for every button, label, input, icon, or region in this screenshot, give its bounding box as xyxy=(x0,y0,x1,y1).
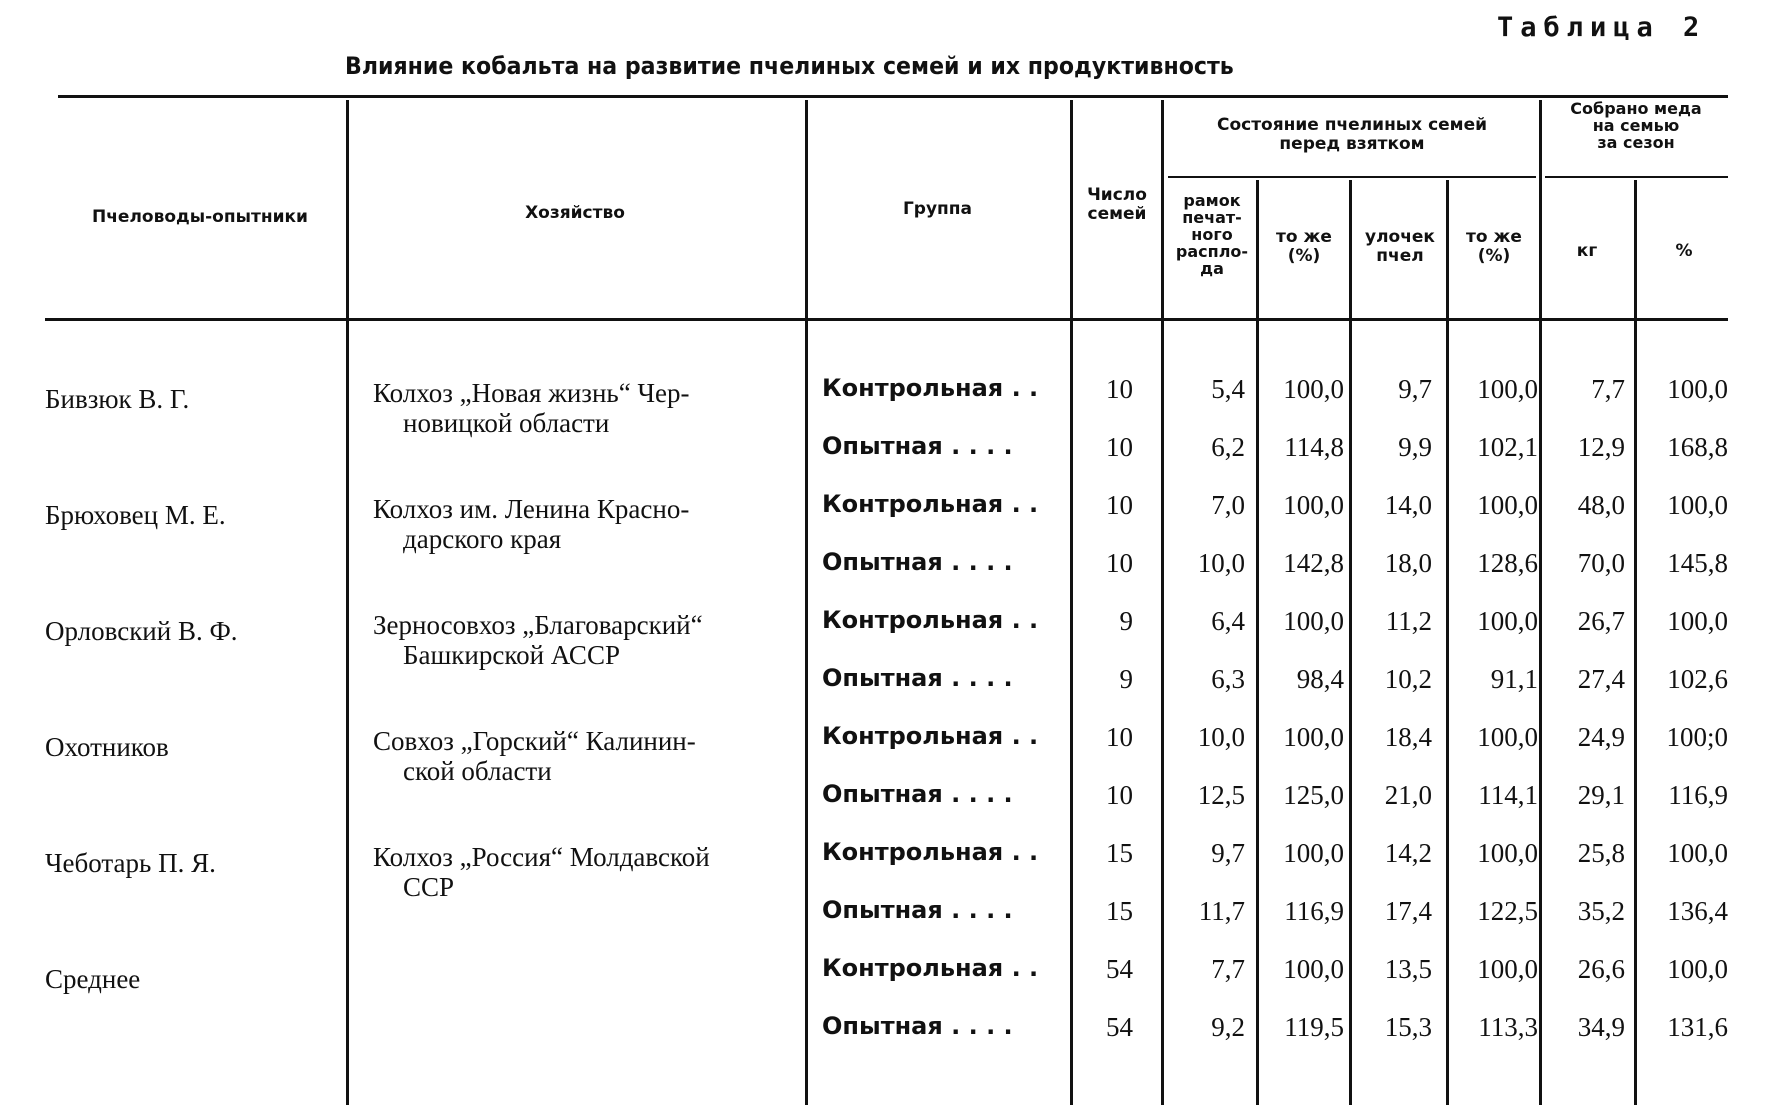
streets-pct-cell: 100,0 xyxy=(1477,490,1538,520)
group-cell: Контрольная . . xyxy=(822,490,1039,518)
header-streets-pct: то же (%) xyxy=(1466,227,1522,266)
honey-subheader-rule xyxy=(1545,176,1728,178)
header-state: Состояние пчелиных семей перед взятком xyxy=(1216,115,1488,154)
streets-pct-cell: 122,5 xyxy=(1477,896,1538,926)
frames-pct-cell: 114,8 xyxy=(1284,432,1344,462)
kg-cell: 34,9 xyxy=(1577,1012,1625,1042)
streets-cell: 21,0 xyxy=(1384,780,1432,810)
streets-pct-cell: 128,6 xyxy=(1477,548,1538,578)
table-title: Влияние кобальта на развитие пчелиных семей и их продуктивность xyxy=(345,52,1234,80)
kg-cell: 26,6 xyxy=(1577,954,1625,984)
header-beekeepers: Пчеловоды-опытники xyxy=(92,207,308,227)
header-group: Группа xyxy=(902,199,973,219)
streets-pct-cell: 100,0 xyxy=(1477,722,1538,752)
group-cell: Опытная . . . . xyxy=(822,896,1013,924)
streets-pct-cell: 114,1 xyxy=(1478,780,1538,810)
farm-name: Совхоз „Горский“ Калинин- ской области xyxy=(373,726,696,786)
streets-cell: 14,2 xyxy=(1384,838,1432,868)
kg-cell: 7,7 xyxy=(1591,374,1625,404)
header-frames: рамок печат- ного распло- да xyxy=(1175,191,1249,278)
streets-cell: 15,3 xyxy=(1384,1012,1432,1042)
pct-cell: 168,8 xyxy=(1667,432,1728,462)
frames-cell: 7,7 xyxy=(1211,954,1245,984)
group-cell: Опытная . . . . xyxy=(822,432,1013,460)
group-cell: Контрольная . . xyxy=(822,374,1039,402)
streets-cell: 10,2 xyxy=(1384,664,1432,694)
header-bottom-rule xyxy=(45,318,1728,321)
column-divider xyxy=(1634,180,1637,1105)
pct-cell: 145,8 xyxy=(1667,548,1728,578)
kg-cell: 27,4 xyxy=(1577,664,1625,694)
kg-cell: 35,2 xyxy=(1577,896,1625,926)
beekeeper-name: Бивзюк В. Г. xyxy=(45,384,190,414)
streets-pct-cell: 113,3 xyxy=(1478,1012,1538,1042)
frames-pct-cell: 100,0 xyxy=(1283,722,1344,752)
beekeeper-name: Брюховец М. Е. xyxy=(45,500,226,530)
kg-cell: 12,9 xyxy=(1577,432,1625,462)
families-cell: 10 xyxy=(1106,374,1133,404)
group-cell: Опытная . . . . xyxy=(822,664,1013,692)
pct-cell: 100,0 xyxy=(1667,838,1728,868)
frames-pct-cell: 125,0 xyxy=(1283,780,1344,810)
families-cell: 54 xyxy=(1106,954,1133,984)
top-rule xyxy=(58,95,1728,98)
streets-pct-cell: 100,0 xyxy=(1477,606,1538,636)
frames-cell: 10,0 xyxy=(1197,722,1245,752)
families-cell: 10 xyxy=(1106,722,1133,752)
frames-pct-cell: 100,0 xyxy=(1283,374,1344,404)
streets-pct-cell: 102,1 xyxy=(1477,432,1538,462)
group-cell: Контрольная . . xyxy=(822,606,1039,634)
farm-name: Колхоз им. Ленина Красно- дарского края xyxy=(373,494,690,554)
header-families: Число семей xyxy=(1087,185,1147,224)
frames-cell: 12,5 xyxy=(1197,780,1245,810)
streets-pct-cell: 100,0 xyxy=(1477,954,1538,984)
streets-cell: 17,4 xyxy=(1384,896,1432,926)
kg-cell: 48,0 xyxy=(1577,490,1625,520)
streets-pct-cell: 100,0 xyxy=(1477,374,1538,404)
group-cell: Опытная . . . . xyxy=(822,548,1013,576)
families-cell: 15 xyxy=(1106,896,1133,926)
group-cell: Опытная . . . . xyxy=(822,780,1013,808)
frames-cell: 9,2 xyxy=(1211,1012,1245,1042)
beekeeper-name: Чеботарь П. Я. xyxy=(45,848,216,878)
frames-pct-cell: 100,0 xyxy=(1283,490,1344,520)
header-farm: Хозяйство xyxy=(525,203,625,223)
group-cell: Контрольная . . xyxy=(822,838,1039,866)
families-cell: 9 xyxy=(1119,664,1133,694)
frames-cell: 7,0 xyxy=(1211,490,1245,520)
kg-cell: 25,8 xyxy=(1577,838,1625,868)
streets-cell: 14,0 xyxy=(1384,490,1432,520)
pct-cell: 100,0 xyxy=(1667,374,1728,404)
families-cell: 10 xyxy=(1106,432,1133,462)
streets-cell: 18,4 xyxy=(1384,722,1432,752)
frames-cell: 6,3 xyxy=(1211,664,1245,694)
frames-pct-cell: 98,4 xyxy=(1296,664,1344,694)
pct-cell: 116,9 xyxy=(1668,780,1728,810)
pct-cell: 102,6 xyxy=(1667,664,1728,694)
group-cell: Контрольная . . xyxy=(822,954,1039,982)
families-cell: 15 xyxy=(1106,838,1133,868)
beekeeper-name: Охотников xyxy=(45,732,169,762)
column-divider xyxy=(805,100,808,1105)
families-cell: 10 xyxy=(1106,780,1133,810)
pct-cell: 131,6 xyxy=(1667,1012,1728,1042)
group-cell: Контрольная . . xyxy=(822,722,1039,750)
families-cell: 10 xyxy=(1106,548,1133,578)
streets-pct-cell: 100,0 xyxy=(1477,838,1538,868)
streets-cell: 13,5 xyxy=(1384,954,1432,984)
frames-pct-cell: 100,0 xyxy=(1283,606,1344,636)
streets-cell: 18,0 xyxy=(1384,548,1432,578)
families-cell: 9 xyxy=(1119,606,1133,636)
kg-cell: 24,9 xyxy=(1577,722,1625,752)
families-cell: 54 xyxy=(1106,1012,1133,1042)
frames-cell: 6,4 xyxy=(1211,606,1245,636)
frames-pct-cell: 142,8 xyxy=(1283,548,1344,578)
streets-cell: 11,2 xyxy=(1385,606,1432,636)
frames-pct-cell: 100,0 xyxy=(1283,838,1344,868)
streets-cell: 9,7 xyxy=(1398,374,1432,404)
pct-cell: 100,0 xyxy=(1667,954,1728,984)
farm-name: Колхоз „Новая жизнь“ Чер- новицкой области xyxy=(373,378,690,438)
frames-cell: 11,7 xyxy=(1198,896,1245,926)
pct-cell: 100,0 xyxy=(1667,606,1728,636)
frames-pct-cell: 116,9 xyxy=(1284,896,1344,926)
pct-cell: 136,4 xyxy=(1667,896,1728,926)
frames-cell: 9,7 xyxy=(1211,838,1245,868)
frames-cell: 6,2 xyxy=(1211,432,1245,462)
kg-cell: 26,7 xyxy=(1577,606,1625,636)
header-streets: улочек пчел xyxy=(1365,227,1435,266)
frames-pct-cell: 119,5 xyxy=(1284,1012,1344,1042)
header-pct: % xyxy=(1675,241,1693,261)
group-cell: Опытная . . . . xyxy=(822,1012,1013,1040)
state-subheader-rule xyxy=(1168,176,1536,178)
kg-cell: 70,0 xyxy=(1577,548,1625,578)
pct-cell: 100;0 xyxy=(1666,722,1728,752)
frames-pct-cell: 100,0 xyxy=(1283,954,1344,984)
header-kg: кг xyxy=(1576,241,1598,261)
beekeeper-name: Среднее xyxy=(45,964,141,994)
farm-name: Зерносовхоз „Благоварский“ Башкирской АССР xyxy=(373,610,703,670)
streets-pct-cell: 91,1 xyxy=(1490,664,1538,694)
pct-cell: 100,0 xyxy=(1667,490,1728,520)
frames-cell: 10,0 xyxy=(1197,548,1245,578)
column-divider xyxy=(346,100,349,1105)
beekeeper-name: Орловский В. Ф. xyxy=(45,616,238,646)
header-honey: Собрано меда на семью за сезон xyxy=(1570,99,1702,152)
frames-cell: 5,4 xyxy=(1211,374,1245,404)
families-cell: 10 xyxy=(1106,490,1133,520)
table-label: Таблица 2 xyxy=(1497,12,1707,43)
farm-name: Колхоз „Россия“ Молдавской ССР xyxy=(373,842,710,902)
kg-cell: 29,1 xyxy=(1577,780,1625,810)
streets-cell: 9,9 xyxy=(1398,432,1432,462)
header-frames-pct: то же (%) xyxy=(1276,227,1332,266)
